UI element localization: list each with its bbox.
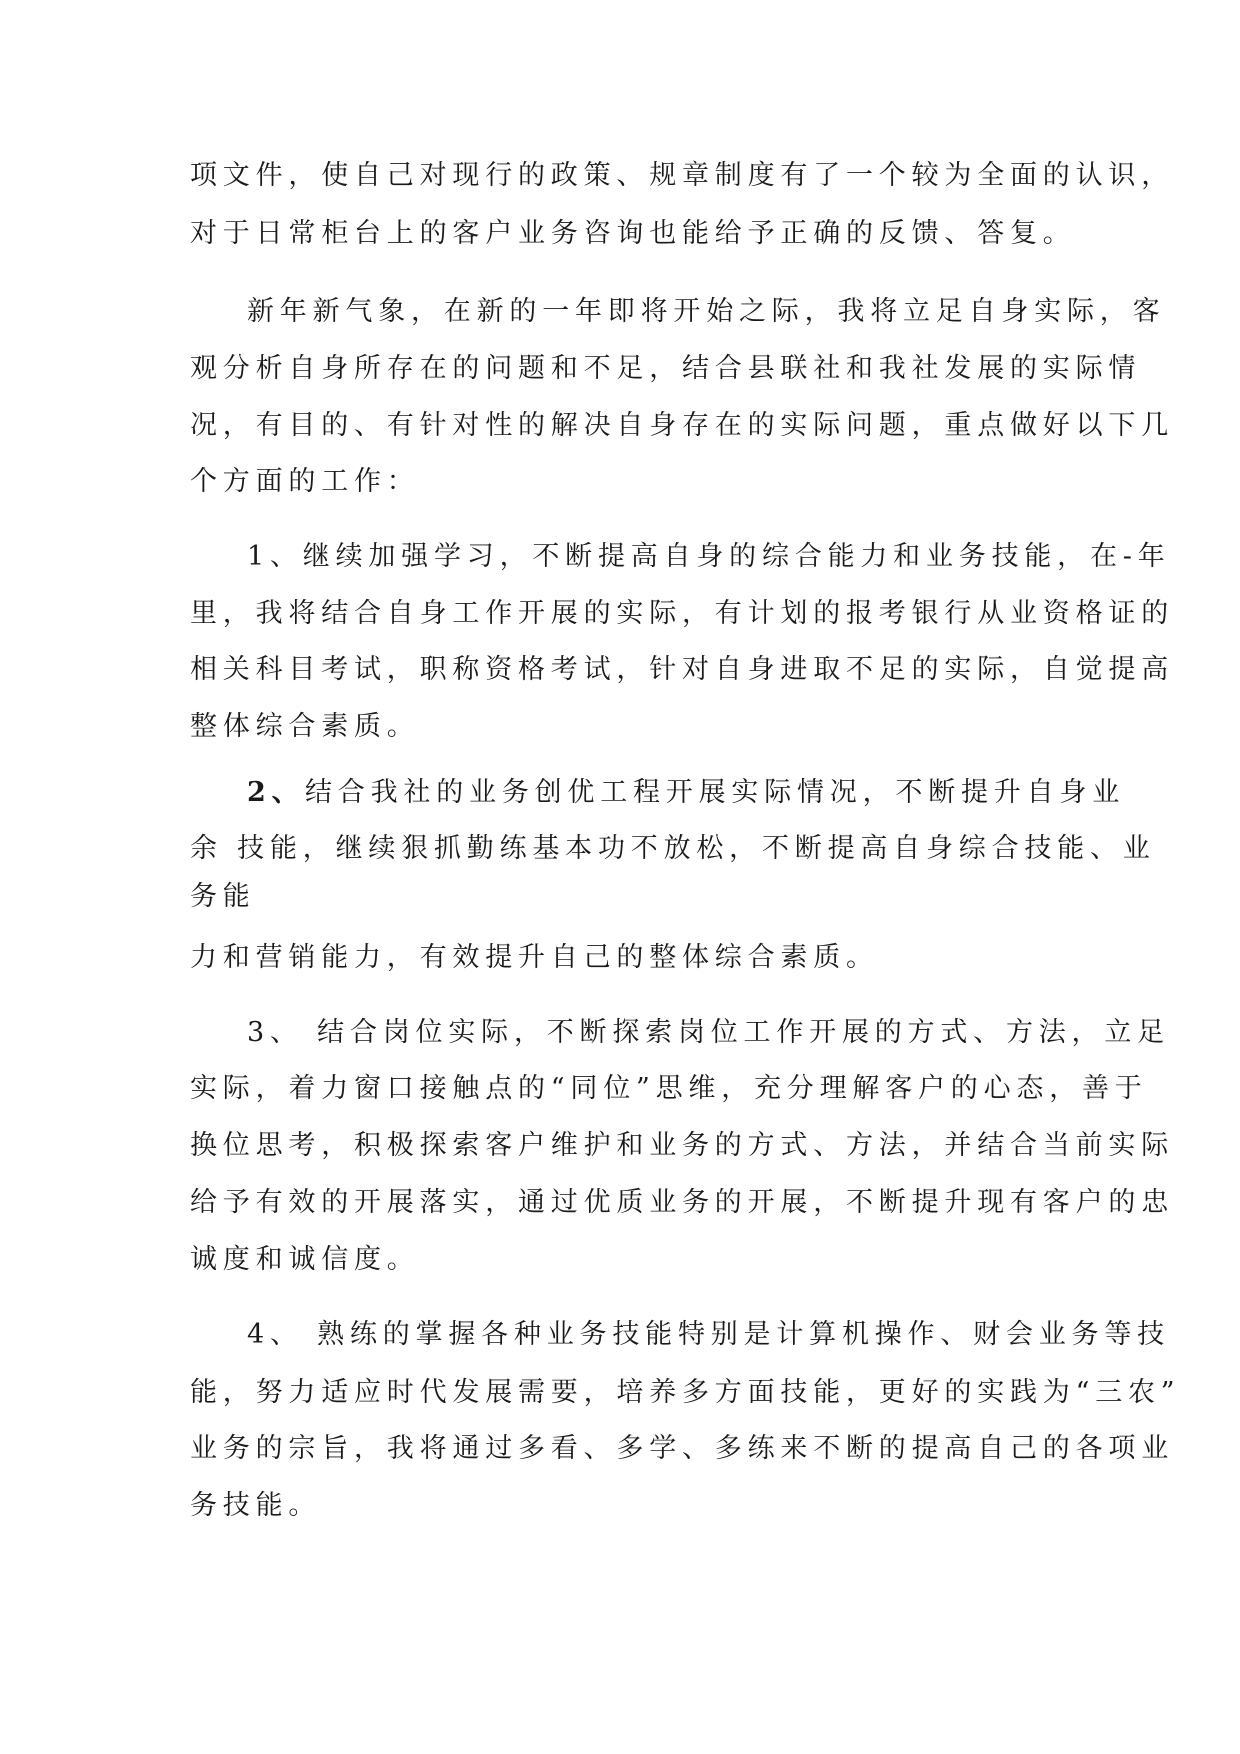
paragraph-line: 项文件，使自己对现行的政策、规章制度有了一个较为全面的认识， bbox=[190, 160, 1174, 191]
paragraph-line: 给予有效的开展落实，通过优质业务的开展，不断提升现有客户的忠 bbox=[190, 1187, 1174, 1218]
paragraph-line: 观分析自身所存在的问题和不足，结合县联社和我社发展的实际情 bbox=[190, 353, 1142, 384]
paragraph-line: 业务的宗旨，我将通过多看、多学、多练来不断的提高自己的各项业 bbox=[190, 1433, 1174, 1464]
paragraph-line: 里，我将结合自身工作开展的实际，有计划的报考银行从业资格证的 bbox=[190, 598, 1174, 629]
paragraph-line: 1、继续加强学习，不断提高自身的综合能力和业务技能，在-年 bbox=[247, 541, 1171, 572]
paragraph-line: 个方面的工作： bbox=[190, 466, 420, 497]
paragraph-line: 新年新气象，在新的一年即将开始之际，我将立足自身实际，客 bbox=[247, 296, 1166, 327]
paragraph-line: 整体综合素质。 bbox=[190, 711, 420, 742]
paragraph-line: 3、 结合岗位实际，不断探索岗位工作开展的方式、方法，立足 bbox=[247, 1017, 1170, 1048]
item-number: 2、 bbox=[247, 777, 305, 808]
paragraph-line: 务能 bbox=[190, 881, 256, 912]
paragraph-line: 结合我社的业务创优工程开展实际情况，不断提升自身业 bbox=[305, 777, 1125, 808]
paragraph-line: 实际，着力窗口接触点的“同位”思维，充分理解客户的心态，善于 bbox=[190, 1073, 1148, 1104]
paragraph-line: 能，努力适应时代发展需要，培养多方面技能，更好的实践为“三农” bbox=[190, 1377, 1181, 1408]
paragraph-line: 况，有目的、有针对性的解决自身存在的实际问题，重点做好以下几 bbox=[190, 410, 1174, 441]
paragraph-line: 换位思考，积极探索客户维护和业务的方式、方法，并结合当前实际 bbox=[190, 1130, 1174, 1161]
paragraph-line: 诚度和诚信度。 bbox=[190, 1244, 420, 1275]
paragraph-line: 务技能。 bbox=[190, 1490, 322, 1521]
paragraph-line: 力和营销能力，有效提升自己的整体综合素质。 bbox=[190, 942, 879, 973]
paragraph-line: 4、 熟练的掌握各种业务技能特别是计算机操作、财会业务等技 bbox=[247, 1319, 1170, 1350]
paragraph-line: 余 技能，继续狠抓勤练基本功不放松，不断提高自身综合技能、业 bbox=[190, 833, 1156, 864]
paragraph-line: 相关科目考试，职称资格考试，针对自身进取不足的实际，自觉提高 bbox=[190, 654, 1174, 685]
paragraph-line: 对于日常柜台上的客户业务咨询也能给予正确的反馈、答复。 bbox=[190, 218, 1076, 249]
